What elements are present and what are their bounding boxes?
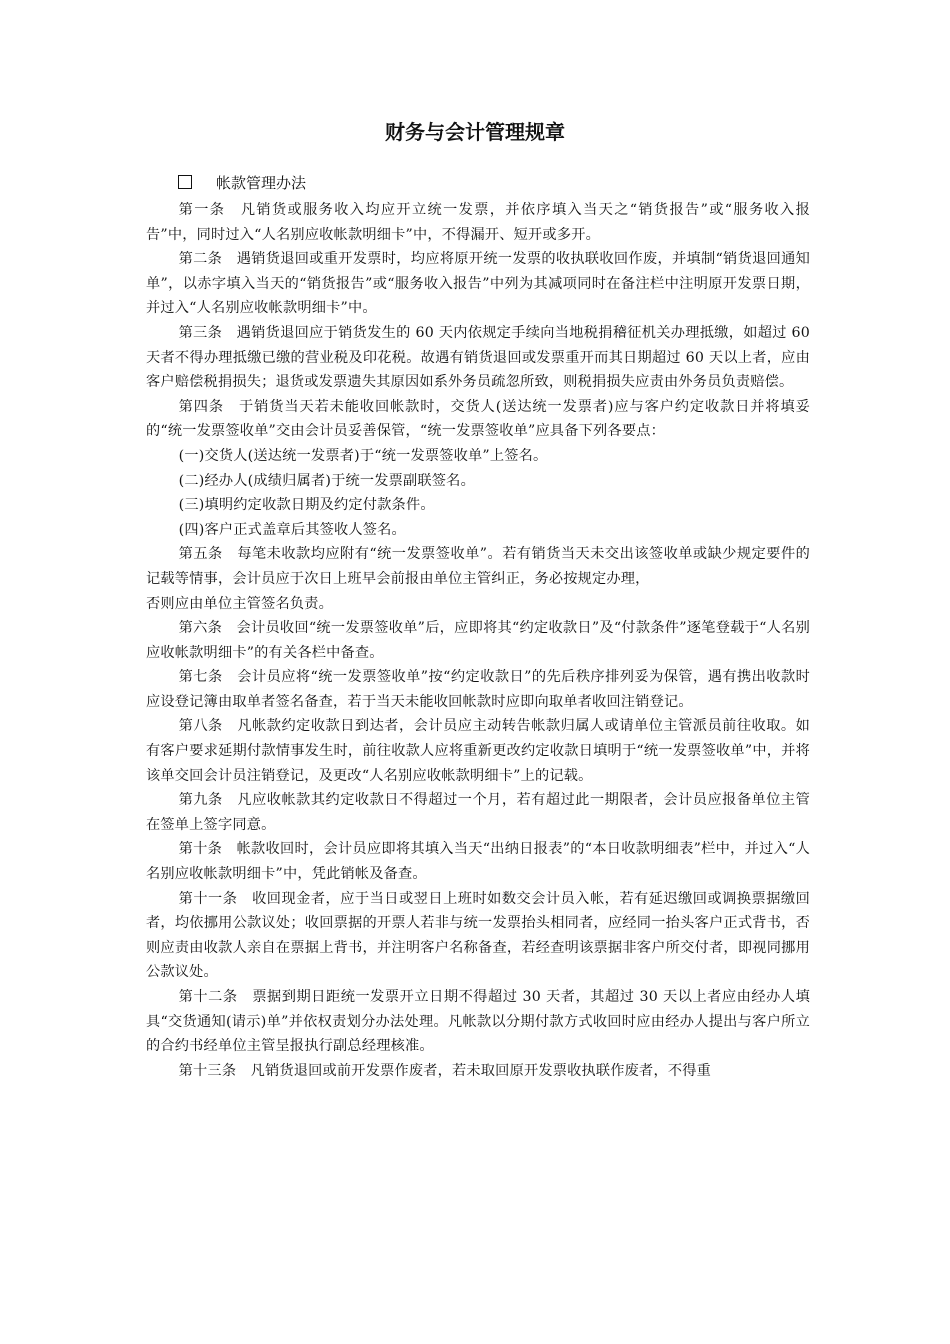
article-3: 第三条 遇销货退回应于销货发生的 60 天内依规定手续向当地税捐稽征机关办理抵缴，如超过 60 天者不得办理抵缴已缴的营业税及印花税。故遇有销货退回或发票重开而其日期超过 60 天以上者，应由客户赔偿税捐损失；退货或发票遗失其原因如系外务员疏忽所致，则税捐损失应责由外务员负责赔偿。 (146, 324, 810, 391)
article-4-item-1: (一)交货人(送达统一发票者)于“统一发票签收单”上签名。 (178, 447, 548, 464)
article-12: 第十二条 票据到期日距统一发票开立日期不得超过 30 天者，其超过 30 天以上者应由经办人填具“交货通知(请示)单”并依权责划分办法处理。凡帐款以分期付款方式收回时应由经办人提出与客户所立的合约书经单位主管呈报执行副总经理核准。 (146, 989, 810, 1055)
article-5-continuation: 否则应由单位主管签名负责。 (146, 595, 334, 612)
article-4: 第四条 于销货当天若未能收回帐款时，交货人(送达统一发票者)应与客户约定收款日并将填妥的“统一发票签收单”交由会计员妥善保管，“统一发票签收单”应具备下列各要点： (146, 398, 810, 440)
article-2: 第二条 遇销货退回或重开发票时，均应将原开统一发票的收执联收回作废，并填制“销货退回通知单”，以赤字填入当天的“销货报告”或“服务收入报告”中列为其减项同时在备注栏中注明原开发票日期，并过入“人名别应收帐款明细卡”中。 (146, 251, 810, 317)
article-1: 第一条 凡销货或服务收入均应开立统一发票，并依序填入当天之“销货报告”或“服务收入报告”中，同时过入“人名别应收帐款明细卡”中，不得漏开、短开或多开。 (146, 202, 810, 243)
article-4-item-2: (二)经办人(成绩归属者)于统一发票副联签名。 (178, 472, 475, 489)
article-5: 第五条 每笔未收款均应附有“统一发票签收单”。若有销货当天未交出该签收单或缺少规定要件的记载等情事，会计员应于次日上班早会前报由单位主管纠正，务必按规定办理， (146, 546, 810, 587)
document-body (146, 198, 810, 1083)
article-10: 第十条 帐款收回时，会计员应即将其填入当天“出纳日报表”的“本日收款明细表”栏中，并过入“人名别应收帐款明细卡”中，凭此销帐及备查。 (146, 841, 810, 883)
checkbox-square-icon (178, 175, 192, 189)
article-11: 第十一条 收回现金者，应于当日或翌日上班时如数交会计员入帐，若有延迟缴回或调换票据缴回者，均依挪用公款议处；收回票据的开票人若非与统一发票抬头相同者，应经同一抬头客户正式背书，否则应责由收款人亲自在票据上背书，并注明客户名称备查，若经查明该票据非客户所交付者，即视同挪用公款议处。 (146, 890, 810, 981)
article-4-item-3: (三)填明约定收款日期及约定付款条件。 (178, 497, 435, 514)
article-8: 第八条 凡帐款约定收款日到达者，会计员应主动转告帐款归属人或请单位主管派员前往收取。如有客户要求延期付款情事发生时，前往收款人应将重新更改约定收款日填明于“统一发票签收单”中，并将该单交回会计员注销登记，及更改“人名别应收帐款明细卡”上的记载。 (146, 718, 810, 784)
article-7: 第七条 会计员应将“统一发票签收单”按“约定收款日”的先后秩序排列妥为保管，遇有携出收款时应设登记簿由取单者签名备查，若于当天未能收回帐款时应即向取单者收回注销登记。 (146, 669, 810, 710)
article-4-item-4: (四)客户正式盖章后其签收人签名。 (178, 521, 406, 538)
section-heading-label: 帐款管理办法 (216, 174, 307, 192)
article-6: 第六条 会计员收回“统一发票签收单”后，应即将其“约定收款日”及“付款条件”逐笔登载于“人名别应收帐款明细卡”的有关各栏中备查。 (146, 620, 810, 661)
page-title: 财务与会计管理规章 (385, 120, 565, 144)
article-13: 第十三条 凡销货退回或前开发票作废者，若未取回原开发票收执联作废者，不得重 (178, 1062, 711, 1079)
section-heading (178, 172, 306, 193)
article-9: 第九条 凡应收帐款其约定收款日不得超过一个月，若有超过此一期限者，会计员应报备单位主管在签单上签字同意。 (146, 792, 810, 833)
